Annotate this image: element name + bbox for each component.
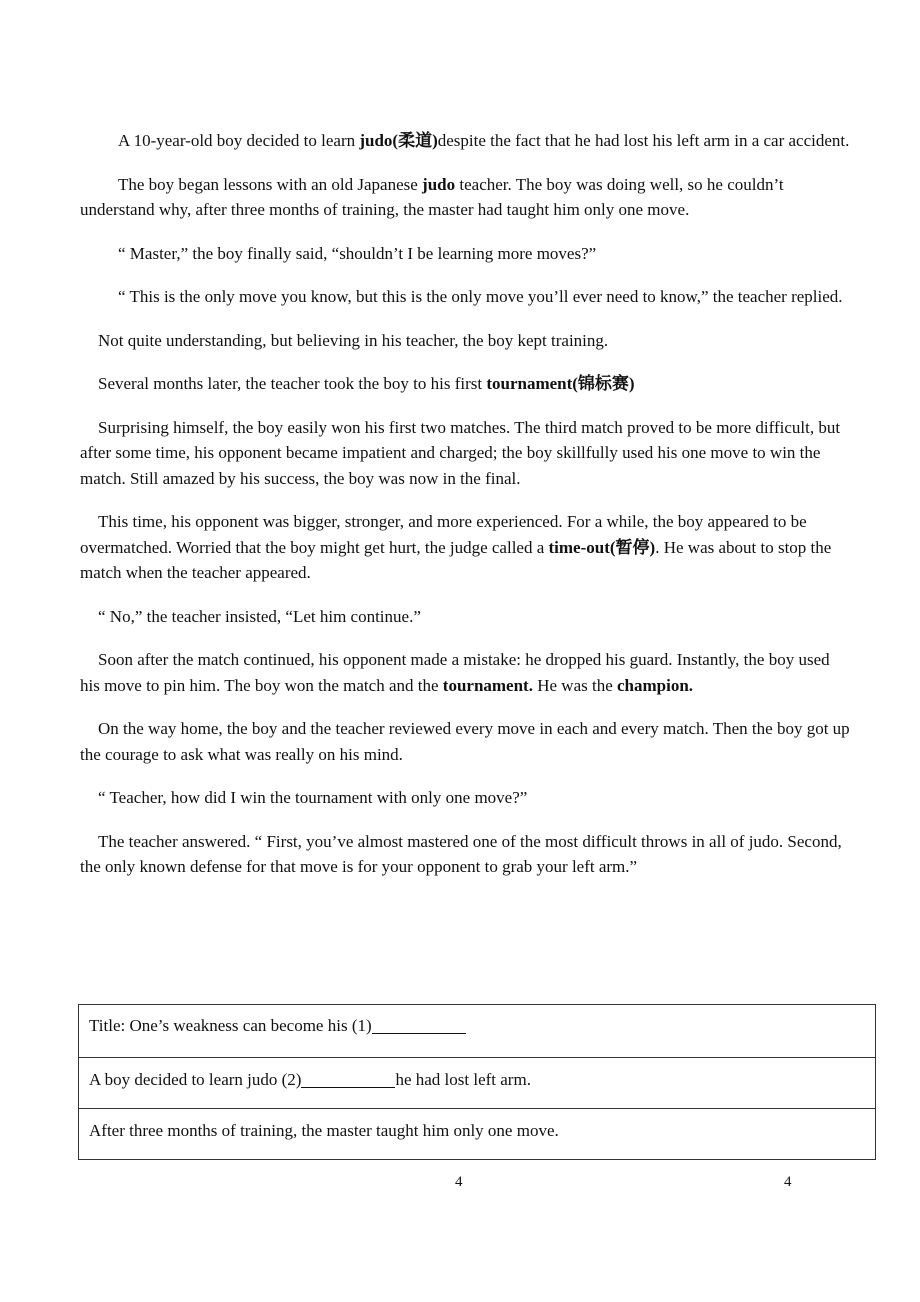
table-row-title: Title: One’s weakness can become his (1): [79, 1005, 875, 1057]
summary-table: [78, 1004, 876, 1160]
term-judo-2: judo: [422, 174, 456, 194]
paragraph-12: “ Teacher, how did I win the tournament with only one move?”: [98, 788, 528, 807]
paragraph-2: The boy began lessons with an old Japanese judo teacher. The boy was doing well, so he couldn’t understand why, after three months of training, the master had taught him only one move.: [80, 174, 784, 219]
answer-blank-1[interactable]: [372, 1015, 466, 1034]
term-champion: champion.: [617, 675, 694, 695]
table-row-decision: A boy decided to learn judo (2) he had lost left arm.: [79, 1057, 875, 1108]
page-number-center: 4: [455, 1174, 463, 1190]
paragraph-13: The teacher answered. “ First, you’ve almost mastered one of the most difficult throws in all of judo. Second, the only known defense for that move is for your opponent to grab your left arm.”: [80, 831, 842, 876]
term-judo: judo(柔道): [359, 131, 438, 150]
table-row-training: After three months of training, the master taught him only one move.: [79, 1108, 875, 1159]
paragraph-3: “ Master,” the boy finally said, “shouldn’t I be learning more moves?”: [118, 243, 597, 263]
paragraph-7: Surprising himself, the boy easily won his first two matches. The third match proved to be more difficult, but after some time, his opponent became impatient and charged; the boy skillfully used his one move to win the match. Still amazed by his success, the boy was now in the final.: [80, 417, 841, 488]
story-text: [80, 128, 850, 898]
paragraph-8: This time, his opponent was bigger, stronger, and more experienced. For a while, the boy appeared to be overmatched. Worried that the boy might get hurt, the judge called a time-out(暂停). He was about to stop the match when the teacher appeared.: [80, 512, 832, 582]
answer-blank-2[interactable]: [301, 1069, 395, 1088]
paragraph-11: On the way home, the boy and the teacher reviewed every move in each and every match. Then the boy got up the courage to ask what was really on his mind.: [80, 719, 850, 764]
page-number-right: 4: [784, 1174, 792, 1190]
term-time-out: time-out(暂停): [548, 537, 656, 557]
term-tournament: tournament(锦标赛): [486, 374, 635, 393]
paragraph-9: “ No,” the teacher insisted, “Let him continue.”: [98, 606, 421, 626]
paragraph-10: Soon after the match continued, his opponent made a mistake: he dropped his guard. Instantly, the boy used his move to pin him. The boy won the match and the tournament. He was the champion.: [80, 650, 830, 695]
paragraph-1: A 10-year-old boy decided to learn judo(柔道)despite the fact that he had lost his left arm in a car accident.: [118, 131, 850, 150]
term-tournament-2: tournament.: [442, 675, 533, 695]
paragraph-4: “ This is the only move you know, but this is the only move you’ll ever need to know,” the teacher replied.: [118, 287, 843, 306]
paragraph-5: Not quite understanding, but believing in his teacher, the boy kept training.: [98, 330, 609, 350]
paragraph-6: Several months later, the teacher took the boy to his first tournament(锦标赛): [98, 374, 635, 393]
